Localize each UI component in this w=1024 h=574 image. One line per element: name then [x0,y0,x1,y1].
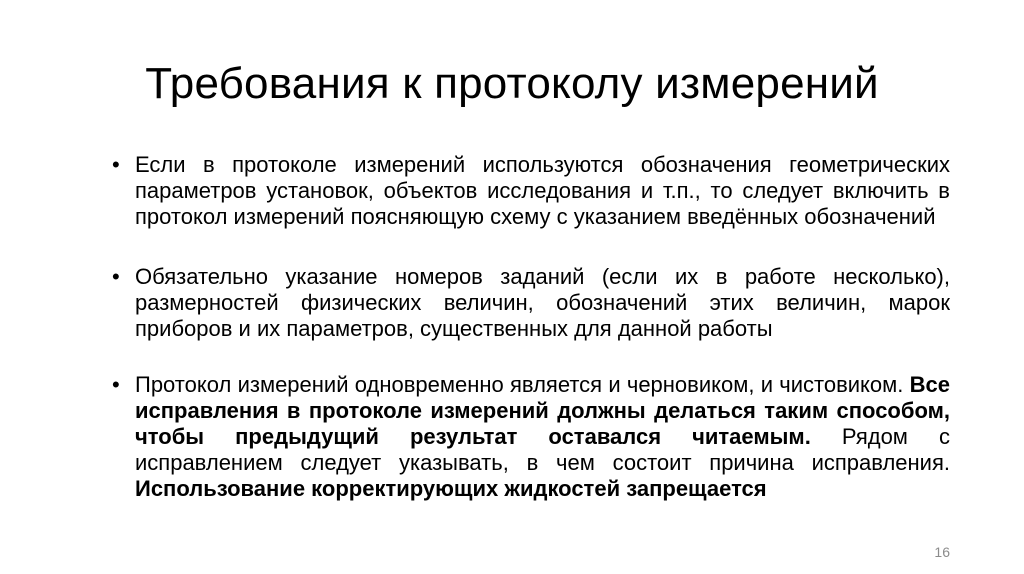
bullet-item [112,264,950,342]
bullet-text-regular: Рядом с исправлением следует указывать, в чем состоит причина исправления. [135,424,950,475]
bullet-marker: • [112,264,120,289]
bullet-text-regular: Протокол измерений одновременно является и черновиком, и чистовиком. [135,372,910,397]
bullet-marker: • [112,372,120,397]
slide-title: Требования к протоколу измерений [145,59,879,108]
bullet-item [112,152,950,230]
bullet-text-emphasis: Использование корректирующих жидкостей запрещается [135,476,767,501]
bullet-text-emphasis: Все исправления в протоколе измерений должны делаться таким способом, чтобы предыдущий результат оставался читаемым. [135,372,950,449]
bullet-text: Если в протоколе измерений используются обозначения геометрических параметров установок, объектов исследования и т.п., то следует включить в протокол измерений поясняющую схему с указанием введённых обозначений [135,152,950,229]
bullet-item [112,372,950,502]
bullet-list [112,152,950,536]
bullet-text: Обязательно указание номеров заданий (если их в работе несколько), размерностей физических величин, обозначений этих величин, марок приборов и их параметров, существенных для данной работы [135,264,950,341]
page-number: 16 [934,544,950,560]
bullet-marker: • [112,152,120,177]
